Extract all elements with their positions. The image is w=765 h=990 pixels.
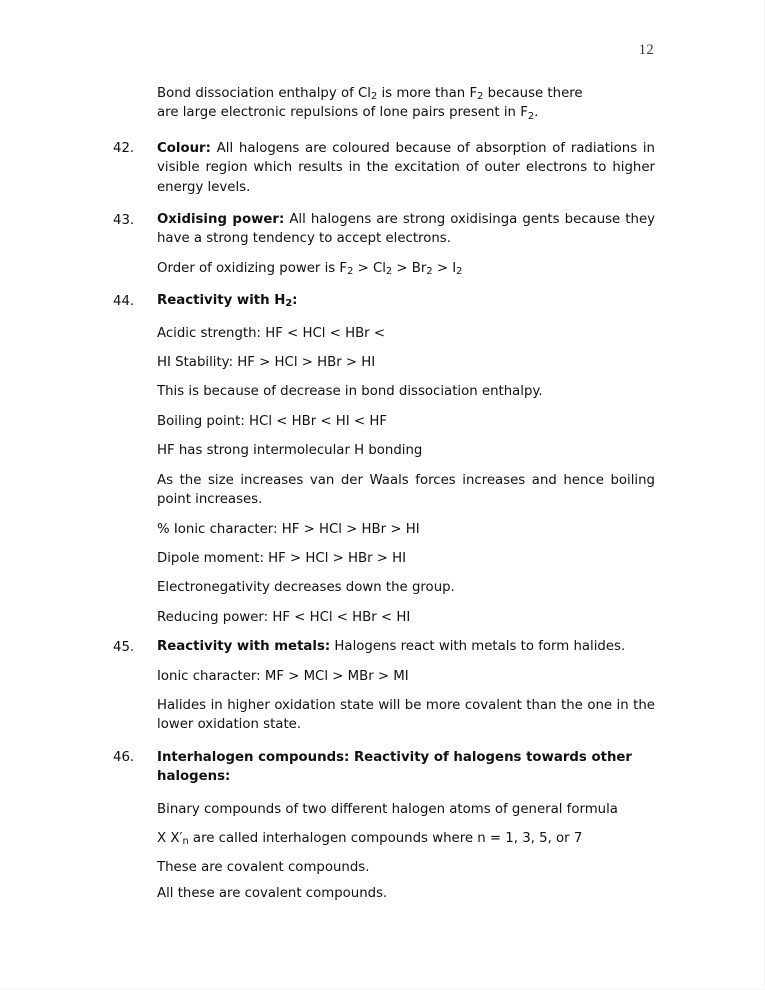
item-44-line-5: HF has strong intermolecular H bonding xyxy=(157,443,423,459)
spacer xyxy=(157,819,655,829)
item-number-44: 44. xyxy=(113,293,135,309)
spacer xyxy=(157,510,655,520)
item-44-line-8: Dipole moment: HF > HCl > HBr > HI xyxy=(157,550,407,566)
item-43-text: All halogens are strong oxidisinga gents because they have a strong tendency to accept electrons. xyxy=(157,212,655,247)
spacer xyxy=(157,431,655,441)
intro-line-2 xyxy=(157,103,655,122)
item-44-line-2: HI Stability: HF > HCl > HBr > HI xyxy=(157,355,376,371)
spacer xyxy=(157,311,655,324)
item-46-formula-suffix: are called interhalogen compounds where n = 1, 3, 5, or 7 xyxy=(188,830,583,846)
item-number-42: 42. xyxy=(113,141,135,157)
item-44-line-10: Reducing power: HF < HCl < HBr < HI xyxy=(157,609,411,625)
item-46-formula-prefix: X X′ xyxy=(157,830,183,846)
spacer xyxy=(113,278,655,291)
item-43-order-line xyxy=(157,259,655,278)
intro-line-2-sub: 2 xyxy=(527,110,535,122)
item-45-heading: Reactivity with metals: xyxy=(157,639,331,655)
item-number-43: 43. xyxy=(113,212,135,228)
intro-paragraph xyxy=(157,84,655,123)
item-46-heading: Interhalogen compounds: Reactivity of halogens towards other halogens: xyxy=(157,749,632,785)
item-43-heading: Oxidising power: xyxy=(157,212,285,228)
item-body-46 xyxy=(157,748,655,903)
spacer xyxy=(157,686,655,696)
item-45-line-2: Halides in higher oxidation state will be more covalent than the one in the lower oxidation state. xyxy=(157,697,655,733)
item-44-heading-a: Reactivity with H xyxy=(157,293,286,309)
item-44-line-9: Electronegativity decreases down the group. xyxy=(157,580,455,596)
item-body-45 xyxy=(157,637,655,735)
page-number: 12 xyxy=(638,42,654,58)
intro-line-2-text-a: are large electronic repulsions of lone pairs present in F xyxy=(157,105,528,121)
item-number-46: 46. xyxy=(113,750,135,766)
spacer xyxy=(157,249,655,259)
intro-line-1-sub-2: 2 xyxy=(477,91,484,103)
spacer xyxy=(157,461,655,471)
item-number-45: 45. xyxy=(113,639,135,655)
item-44-line-4: Boiling point: HCl < HBr < HI < HF xyxy=(157,413,387,429)
item-46-formula-sub: n xyxy=(182,836,189,848)
intro-line-1-text-b: is more than F xyxy=(377,86,478,101)
intro-line-1-text-a: Bond dissociation enthalpy of Cl xyxy=(157,86,371,101)
item-45-text: Halogens react with metals to form halides. xyxy=(330,639,626,655)
item-body-44 xyxy=(157,291,655,627)
item-43-sub-2: 2 xyxy=(385,266,393,277)
item-46-line-2: These are covalent compounds. xyxy=(157,860,370,876)
item-43-sub-3: 2 xyxy=(426,266,433,277)
item-43-sub-4: 2 xyxy=(456,266,463,277)
item-46-formula-line xyxy=(157,829,655,848)
item-44-heading-line xyxy=(157,291,655,310)
item-body-42 xyxy=(157,139,655,197)
item-45-paragraph xyxy=(157,637,655,656)
spacer xyxy=(157,539,655,549)
intro-line-2-text-b: . xyxy=(534,105,539,121)
item-44-line-6: As the size increases van der Waals forces increases and hence boiling point increases. xyxy=(157,472,655,508)
item-body-43 xyxy=(157,210,655,278)
item-45-line-1: Ionic character: MF > MCl > MBr > MI xyxy=(157,668,409,684)
item-46-line-1: Binary compounds of two different halogen atoms of general formula xyxy=(157,801,618,817)
spacer xyxy=(157,598,655,608)
spacer xyxy=(157,657,655,667)
item-43-order-c: > I xyxy=(432,260,457,276)
item-44-line-3: This is because of decrease in bond dissociation enthalpy. xyxy=(157,384,543,400)
item-42-heading: Colour: xyxy=(157,140,211,156)
list-item-42 xyxy=(113,139,655,197)
list-item-45 xyxy=(113,637,655,735)
list-item-44 xyxy=(113,291,655,627)
item-46-heading-line xyxy=(157,748,655,787)
item-42-paragraph xyxy=(157,139,655,197)
item-43-sub-1: 2 xyxy=(347,266,354,277)
item-44-heading xyxy=(157,293,298,308)
page-content xyxy=(113,84,655,903)
item-43-order-a: > Cl xyxy=(353,260,386,276)
spacer xyxy=(157,372,655,382)
item-43-paragraph xyxy=(157,210,655,249)
spacer xyxy=(157,568,655,578)
intro-line-1 xyxy=(157,84,655,103)
item-42-text: All halogens are coloured because of absorption of radiations in visible region which results in the excitation of outer electrons to higher energy levels. xyxy=(157,140,655,195)
item-44-heading-b: : xyxy=(292,293,298,309)
item-43-order-b: > Br xyxy=(392,260,427,276)
item-43-order-prefix: Order of oxidizing power is F xyxy=(157,260,348,276)
spacer xyxy=(113,735,655,748)
intro-line-1-text-c: because there xyxy=(483,86,583,101)
list-item-43 xyxy=(113,210,655,278)
spacer xyxy=(113,197,655,210)
list-item-46 xyxy=(113,748,655,903)
spacer xyxy=(157,848,655,858)
spacer xyxy=(157,343,655,353)
spacer xyxy=(157,787,655,800)
item-44-line-1: Acidic strength: HF < HCl < HBr < xyxy=(157,325,386,341)
spacer xyxy=(113,627,655,637)
spacer xyxy=(157,402,655,412)
item-46-line-3: All these are covalent compounds. xyxy=(157,885,388,901)
item-44-heading-sub: 2 xyxy=(285,298,293,310)
item-44-line-7: % Ionic character: HF > HCl > HBr > HI xyxy=(157,521,420,537)
intro-line-1-sub-1: 2 xyxy=(370,91,378,103)
spacer xyxy=(113,123,655,139)
